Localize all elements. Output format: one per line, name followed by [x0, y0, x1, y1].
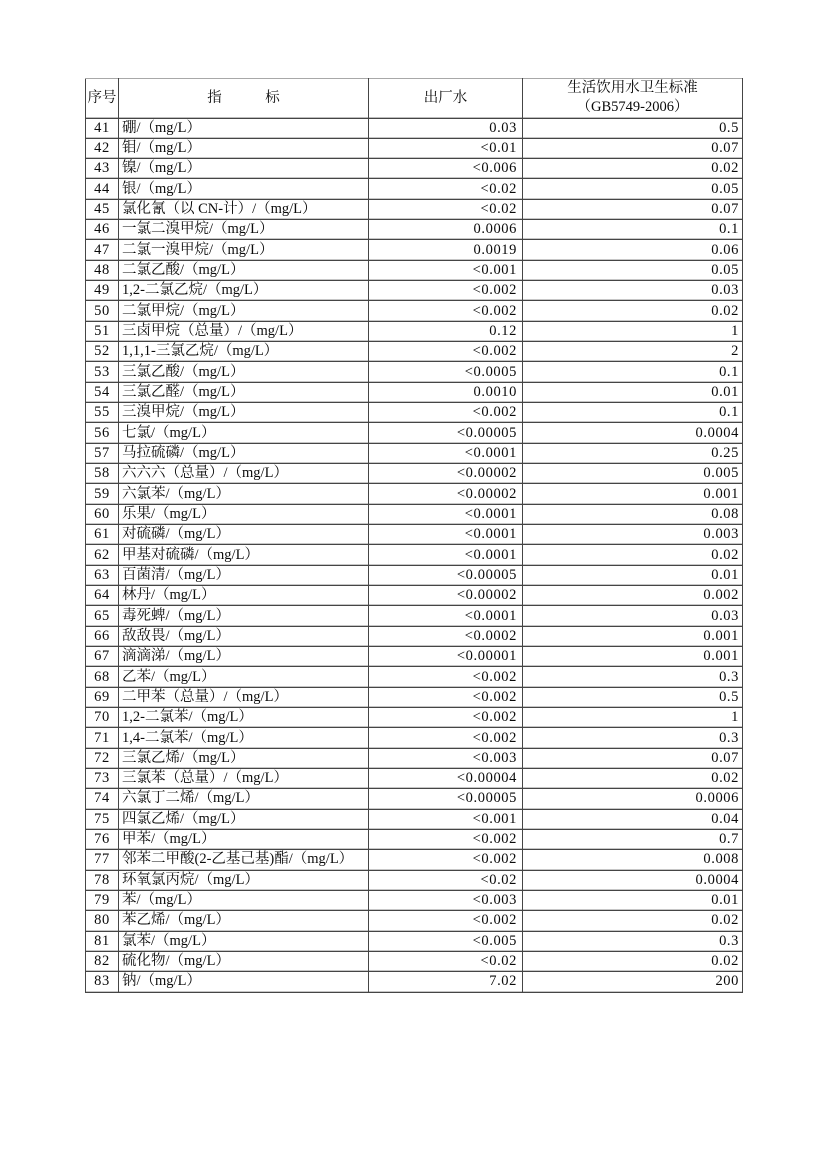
cell-indicator: 镍/（mg/L） — [119, 159, 369, 179]
cell-indicator: 一氯二溴甲烷/（mg/L） — [119, 220, 369, 240]
table-row — [86, 769, 743, 789]
table-row — [86, 626, 743, 646]
table-row — [86, 931, 743, 951]
cell-standard: 0.001 — [523, 484, 743, 504]
cell-factory-water: <0.001 — [369, 260, 523, 280]
table-row — [86, 687, 743, 707]
cell-standard: 0.3 — [523, 728, 743, 748]
cell-serial: 45 — [86, 199, 119, 219]
table-row — [86, 179, 743, 199]
cell-serial: 48 — [86, 260, 119, 280]
cell-serial: 82 — [86, 951, 119, 971]
table-row — [86, 748, 743, 768]
cell-factory-water: <0.005 — [369, 931, 523, 951]
table-row — [86, 525, 743, 545]
cell-standard: 1 — [523, 708, 743, 728]
cell-standard: 0.07 — [523, 748, 743, 768]
cell-indicator: 二氯乙酸/（mg/L） — [119, 260, 369, 280]
cell-indicator: 三氯苯（总量）/（mg/L） — [119, 769, 369, 789]
cell-serial: 57 — [86, 443, 119, 463]
cell-standard: 1 — [523, 321, 743, 341]
table-row — [86, 443, 743, 463]
table-row — [86, 850, 743, 870]
cell-indicator: 百菌清/（mg/L） — [119, 565, 369, 585]
cell-factory-water: <0.002 — [369, 728, 523, 748]
cell-factory-water: <0.002 — [369, 342, 523, 362]
table-row — [86, 809, 743, 829]
cell-serial: 74 — [86, 789, 119, 809]
cell-indicator: 1,1,1-三氯乙烷/（mg/L） — [119, 342, 369, 362]
cell-factory-water: <0.002 — [369, 708, 523, 728]
table-row — [86, 606, 743, 626]
cell-indicator: 乐果/（mg/L） — [119, 504, 369, 524]
cell-factory-water: <0.003 — [369, 748, 523, 768]
cell-standard: 0.001 — [523, 626, 743, 646]
cell-indicator: 三氯乙酸/（mg/L） — [119, 362, 369, 382]
cell-factory-water: <0.002 — [369, 829, 523, 849]
cell-serial: 78 — [86, 870, 119, 890]
cell-serial: 54 — [86, 382, 119, 402]
cell-serial: 44 — [86, 179, 119, 199]
table-row — [86, 464, 743, 484]
table-row — [86, 423, 743, 443]
cell-standard: 0.003 — [523, 525, 743, 545]
cell-factory-water: <0.01 — [369, 138, 523, 158]
cell-standard: 0.0004 — [523, 870, 743, 890]
table-row — [86, 545, 743, 565]
table-row — [86, 301, 743, 321]
cell-indicator: 硫化物/（mg/L） — [119, 951, 369, 971]
cell-standard: 0.05 — [523, 260, 743, 280]
cell-serial: 61 — [86, 525, 119, 545]
cell-factory-water: <0.002 — [369, 301, 523, 321]
cell-standard: 0.03 — [523, 606, 743, 626]
table-row — [86, 667, 743, 687]
cell-factory-water: <0.0001 — [369, 443, 523, 463]
cell-serial: 73 — [86, 769, 119, 789]
cell-factory-water: <0.00002 — [369, 484, 523, 504]
cell-standard: 0.25 — [523, 443, 743, 463]
cell-indicator: 甲苯/（mg/L） — [119, 829, 369, 849]
cell-serial: 80 — [86, 911, 119, 931]
cell-indicator: 六六六（总量）/（mg/L） — [119, 464, 369, 484]
table-row — [86, 728, 743, 748]
cell-factory-water: <0.00004 — [369, 769, 523, 789]
cell-standard: 0.008 — [523, 850, 743, 870]
cell-indicator: 1,2-二氯苯/（mg/L） — [119, 708, 369, 728]
cell-indicator: 三溴甲烷/（mg/L） — [119, 403, 369, 423]
cell-serial: 56 — [86, 423, 119, 443]
cell-factory-water: <0.006 — [369, 159, 523, 179]
cell-factory-water: <0.0005 — [369, 362, 523, 382]
table-row — [86, 829, 743, 849]
cell-factory-water: <0.003 — [369, 890, 523, 910]
cell-factory-water: <0.002 — [369, 687, 523, 707]
cell-factory-water: <0.0001 — [369, 525, 523, 545]
cell-factory-water: <0.00005 — [369, 565, 523, 585]
table-row — [86, 789, 743, 809]
table-row — [86, 240, 743, 260]
table-row — [86, 260, 743, 280]
table-row — [86, 118, 743, 138]
cell-serial: 43 — [86, 159, 119, 179]
cell-standard: 0.01 — [523, 382, 743, 402]
cell-factory-water: 0.0019 — [369, 240, 523, 260]
cell-indicator: 六氯苯/（mg/L） — [119, 484, 369, 504]
cell-factory-water: 0.03 — [369, 118, 523, 138]
table-row — [86, 403, 743, 423]
table-row — [86, 647, 743, 667]
cell-serial: 76 — [86, 829, 119, 849]
table-row — [86, 911, 743, 931]
cell-standard: 0.0006 — [523, 789, 743, 809]
cell-serial: 53 — [86, 362, 119, 382]
cell-serial: 46 — [86, 220, 119, 240]
cell-serial: 68 — [86, 667, 119, 687]
cell-standard: 0.04 — [523, 809, 743, 829]
cell-standard: 0.02 — [523, 301, 743, 321]
cell-indicator: 氯苯/（mg/L） — [119, 931, 369, 951]
header-col-serial: 序号 — [86, 79, 119, 119]
cell-factory-water: <0.002 — [369, 850, 523, 870]
cell-indicator: 二氯一溴甲烷/（mg/L） — [119, 240, 369, 260]
cell-standard: 0.07 — [523, 199, 743, 219]
cell-standard: 0.1 — [523, 403, 743, 423]
cell-factory-water: <0.0002 — [369, 626, 523, 646]
cell-serial: 77 — [86, 850, 119, 870]
cell-indicator: 二氯甲烷/（mg/L） — [119, 301, 369, 321]
table-row — [86, 708, 743, 728]
cell-standard: 2 — [523, 342, 743, 362]
header-col-indicator: 指 标 — [119, 79, 369, 119]
cell-indicator: 七氯/（mg/L） — [119, 423, 369, 443]
cell-factory-water: <0.0001 — [369, 504, 523, 524]
cell-factory-water: <0.002 — [369, 667, 523, 687]
cell-serial: 83 — [86, 972, 119, 992]
cell-factory-water: 0.0006 — [369, 220, 523, 240]
cell-indicator: 环氧氯丙烷/（mg/L） — [119, 870, 369, 890]
cell-serial: 47 — [86, 240, 119, 260]
cell-standard: 0.07 — [523, 138, 743, 158]
cell-serial: 49 — [86, 281, 119, 301]
cell-standard: 0.5 — [523, 118, 743, 138]
table-row — [86, 199, 743, 219]
table-row — [86, 138, 743, 158]
header-col-factory-water: 出厂水 — [369, 79, 523, 119]
cell-indicator: 毒死蜱/（mg/L） — [119, 606, 369, 626]
cell-serial: 71 — [86, 728, 119, 748]
header-standard-line2: （GB5749-2006） — [576, 99, 689, 116]
table-row — [86, 972, 743, 992]
table-row — [86, 220, 743, 240]
cell-serial: 67 — [86, 647, 119, 667]
cell-indicator: 四氯乙烯/（mg/L） — [119, 809, 369, 829]
cell-standard: 0.01 — [523, 565, 743, 585]
cell-indicator: 六氯丁二烯/（mg/L） — [119, 789, 369, 809]
cell-serial: 58 — [86, 464, 119, 484]
cell-serial: 75 — [86, 809, 119, 829]
cell-factory-water: <0.001 — [369, 809, 523, 829]
cell-indicator: 氯化氰（以 CN-计）/（mg/L） — [119, 199, 369, 219]
cell-indicator: 对硫磷/（mg/L） — [119, 525, 369, 545]
cell-indicator: 1,4-二氯苯/（mg/L） — [119, 728, 369, 748]
cell-indicator: 乙苯/（mg/L） — [119, 667, 369, 687]
cell-standard: 0.01 — [523, 890, 743, 910]
table-row — [86, 565, 743, 585]
cell-indicator: 钼/（mg/L） — [119, 138, 369, 158]
cell-factory-water: <0.0001 — [369, 606, 523, 626]
cell-serial: 79 — [86, 890, 119, 910]
cell-factory-water: <0.00002 — [369, 586, 523, 606]
cell-factory-water: <0.02 — [369, 870, 523, 890]
cell-indicator: 二甲苯（总量）/（mg/L） — [119, 687, 369, 707]
cell-factory-water: <0.00005 — [369, 423, 523, 443]
cell-indicator: 三氯乙醛/（mg/L） — [119, 382, 369, 402]
header-row — [86, 79, 743, 119]
cell-standard: 0.005 — [523, 464, 743, 484]
cell-serial: 59 — [86, 484, 119, 504]
cell-indicator: 敌敌畏/（mg/L） — [119, 626, 369, 646]
cell-serial: 42 — [86, 138, 119, 158]
table-row — [86, 382, 743, 402]
cell-serial: 62 — [86, 545, 119, 565]
cell-indicator: 邻苯二甲酸(2-乙基己基)酯/（mg/L） — [119, 850, 369, 870]
cell-standard: 0.08 — [523, 504, 743, 524]
cell-standard: 0.1 — [523, 220, 743, 240]
cell-serial: 51 — [86, 321, 119, 341]
water-quality-table — [85, 78, 743, 993]
cell-standard: 0.02 — [523, 769, 743, 789]
cell-serial: 81 — [86, 931, 119, 951]
cell-standard: 0.002 — [523, 586, 743, 606]
cell-factory-water: <0.00002 — [369, 464, 523, 484]
cell-serial: 50 — [86, 301, 119, 321]
cell-factory-water: 0.0010 — [369, 382, 523, 402]
cell-standard: 0.02 — [523, 545, 743, 565]
table-row — [86, 159, 743, 179]
header-col-standard — [523, 79, 743, 119]
cell-serial: 60 — [86, 504, 119, 524]
cell-standard: 0.06 — [523, 240, 743, 260]
cell-standard: 0.7 — [523, 829, 743, 849]
cell-factory-water: <0.02 — [369, 951, 523, 971]
cell-serial: 65 — [86, 606, 119, 626]
cell-indicator: 林丹/（mg/L） — [119, 586, 369, 606]
cell-standard: 0.1 — [523, 362, 743, 382]
table-row — [86, 586, 743, 606]
cell-serial: 66 — [86, 626, 119, 646]
cell-standard: 0.3 — [523, 667, 743, 687]
cell-indicator: 甲基对硫磷/（mg/L） — [119, 545, 369, 565]
cell-indicator: 苯乙烯/（mg/L） — [119, 911, 369, 931]
cell-standard: 0.5 — [523, 687, 743, 707]
cell-standard: 0.02 — [523, 911, 743, 931]
cell-factory-water: 7.02 — [369, 972, 523, 992]
cell-standard: 0.03 — [523, 281, 743, 301]
table-row — [86, 362, 743, 382]
cell-factory-water: <0.02 — [369, 199, 523, 219]
table-row — [86, 342, 743, 362]
cell-serial: 52 — [86, 342, 119, 362]
cell-serial: 64 — [86, 586, 119, 606]
table-row — [86, 870, 743, 890]
cell-serial: 70 — [86, 708, 119, 728]
cell-standard: 0.3 — [523, 931, 743, 951]
table-row — [86, 504, 743, 524]
cell-factory-water: <0.02 — [369, 179, 523, 199]
table-row — [86, 321, 743, 341]
cell-indicator: 三卤甲烷（总量）/（mg/L） — [119, 321, 369, 341]
cell-serial: 55 — [86, 403, 119, 423]
table-header — [86, 79, 743, 119]
cell-factory-water: <0.00001 — [369, 647, 523, 667]
cell-standard: 0.02 — [523, 951, 743, 971]
cell-serial: 41 — [86, 118, 119, 138]
cell-standard: 200 — [523, 972, 743, 992]
cell-standard: 0.0004 — [523, 423, 743, 443]
table-row — [86, 951, 743, 971]
cell-factory-water: <0.0001 — [369, 545, 523, 565]
cell-factory-water: <0.002 — [369, 403, 523, 423]
cell-serial: 69 — [86, 687, 119, 707]
cell-indicator: 银/（mg/L） — [119, 179, 369, 199]
table-body — [86, 118, 743, 992]
header-standard-line1: 生活饮用水卫生标准 — [567, 80, 698, 97]
cell-serial: 63 — [86, 565, 119, 585]
cell-indicator: 1,2-二氯乙烷/（mg/L） — [119, 281, 369, 301]
cell-standard: 0.02 — [523, 159, 743, 179]
cell-indicator: 钠/（mg/L） — [119, 972, 369, 992]
table-row — [86, 281, 743, 301]
cell-factory-water: <0.00005 — [369, 789, 523, 809]
cell-standard: 0.05 — [523, 179, 743, 199]
cell-standard: 0.001 — [523, 647, 743, 667]
cell-factory-water: <0.002 — [369, 911, 523, 931]
cell-indicator: 苯/（mg/L） — [119, 890, 369, 910]
cell-serial: 72 — [86, 748, 119, 768]
table-row — [86, 890, 743, 910]
table-row — [86, 484, 743, 504]
cell-indicator: 滴滴涕/（mg/L） — [119, 647, 369, 667]
cell-indicator: 三氯乙烯/（mg/L） — [119, 748, 369, 768]
cell-factory-water: <0.002 — [369, 281, 523, 301]
cell-factory-water: 0.12 — [369, 321, 523, 341]
cell-indicator: 硼/（mg/L） — [119, 118, 369, 138]
cell-indicator: 马拉硫磷/（mg/L） — [119, 443, 369, 463]
